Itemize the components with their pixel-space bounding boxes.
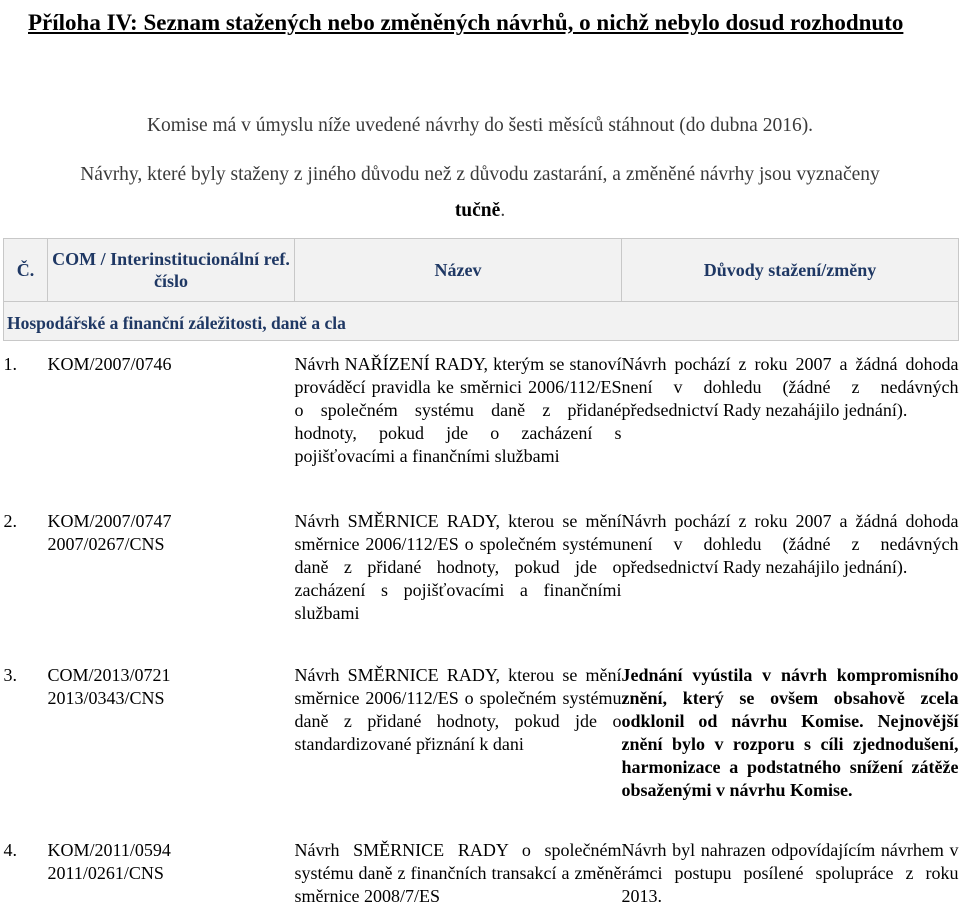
table-row	[4, 661, 959, 833]
intro-period: .	[500, 200, 506, 221]
table-row	[4, 341, 959, 504]
row-reason: Návrh pochází z roku 2007 a žádná dohoda není v dohledu (žádné z nedávných předsednictví Rady nezahájilo jednání).	[621, 354, 959, 420]
row-com-ref: KOM/2007/0747	[47, 510, 172, 531]
row-com-ref: KOM/2011/0594	[47, 839, 171, 860]
header-reason: Důvody stažení/změny	[622, 239, 959, 302]
row-reference	[48, 833, 295, 913]
row-reference	[48, 504, 295, 661]
intro-paragraph-2	[30, 157, 930, 229]
page-title: Příloha IV: Seznam stažených nebo změněných návrhů, o nichž nebylo dosud rozhodnuto	[28, 10, 904, 35]
table-header-row	[4, 239, 959, 302]
row-name: Návrh NAŘÍZENÍ RADY, kterým se stanoví prováděcí pravidla ke směrnici 2006/112/ES o společném systému daně z přidané hodnoty, pokud jde o zacházení s pojišťovacími a finančními službami	[294, 354, 622, 466]
row-name: Návrh SMĚRNICE RADY o společném systému daně z finančních transakcí a změně směrnice 2008/7/ES	[294, 839, 622, 906]
row-interinst-ref: 2013/0343/CNS	[47, 687, 165, 708]
table-row	[4, 833, 959, 913]
row-number: 3.	[3, 664, 17, 685]
row-name: Návrh SMĚRNICE RADY, kterou se mění směrnice 2006/112/ES o společném systému daně z přidané hodnoty, pokud jde o standardizované přiznání k dani	[294, 664, 622, 754]
row-number: 4.	[3, 839, 17, 860]
section-row	[4, 302, 959, 341]
header-number: Č.	[4, 239, 48, 302]
proposals-table	[3, 238, 959, 913]
intro-bold-word: tučně	[454, 200, 501, 221]
row-number: 2.	[3, 510, 17, 531]
row-reason: Jednání vyústila v návrh kompromisního znění, který se ovšem obsahově zcela odklonil od návrhu Komise. Nejnovější znění bylo v rozporu s cíli zjednodušení, harmonizace a podstatného snížení zátěže obsaženými v návrhu Komise.	[621, 664, 959, 800]
intro-text: Návrhy, které byly staženy z jiného důvodu než z důvodu zastarání, a změněné návrhy jsou vyznačeny	[80, 164, 880, 185]
row-interinst-ref: 2011/0261/CNS	[47, 862, 164, 883]
row-reference	[48, 341, 295, 504]
row-com-ref: KOM/2007/0746	[47, 354, 172, 374]
row-name: Návrh SMĚRNICE RADY, kterou se mění směrnice 2006/112/ES o společném systému daně z přidané hodnoty, pokud jde o zacházení s pojišťovacími a finančními službami	[294, 510, 622, 623]
row-reason: Návrh byl nahrazen odpovídajícím návrhem v rámci postupu posílené spolupráce z roku 2013.	[621, 839, 959, 906]
row-reason: Návrh pochází z roku 2007 a žádná dohoda není v dohledu (žádné z nedávných předsednictví Rady nezahájilo jednání).	[621, 510, 959, 577]
section-title: Hospodářské a finanční záležitosti, daně a cla	[4, 302, 959, 341]
header-name: Název	[295, 239, 622, 302]
row-com-ref: COM/2013/0721	[47, 664, 171, 685]
row-interinst-ref: 2007/0267/CNS	[47, 533, 165, 554]
row-reference	[48, 661, 295, 833]
intro-paragraph-1: Komise má v úmyslu níže uvedené návrhy do šesti měsíců stáhnout (do dubna 2016).	[146, 115, 814, 136]
row-number: 1.	[3, 354, 17, 374]
table-row	[4, 504, 959, 661]
header-reference: COM / Interinstitucionální ref. číslo	[48, 239, 295, 302]
